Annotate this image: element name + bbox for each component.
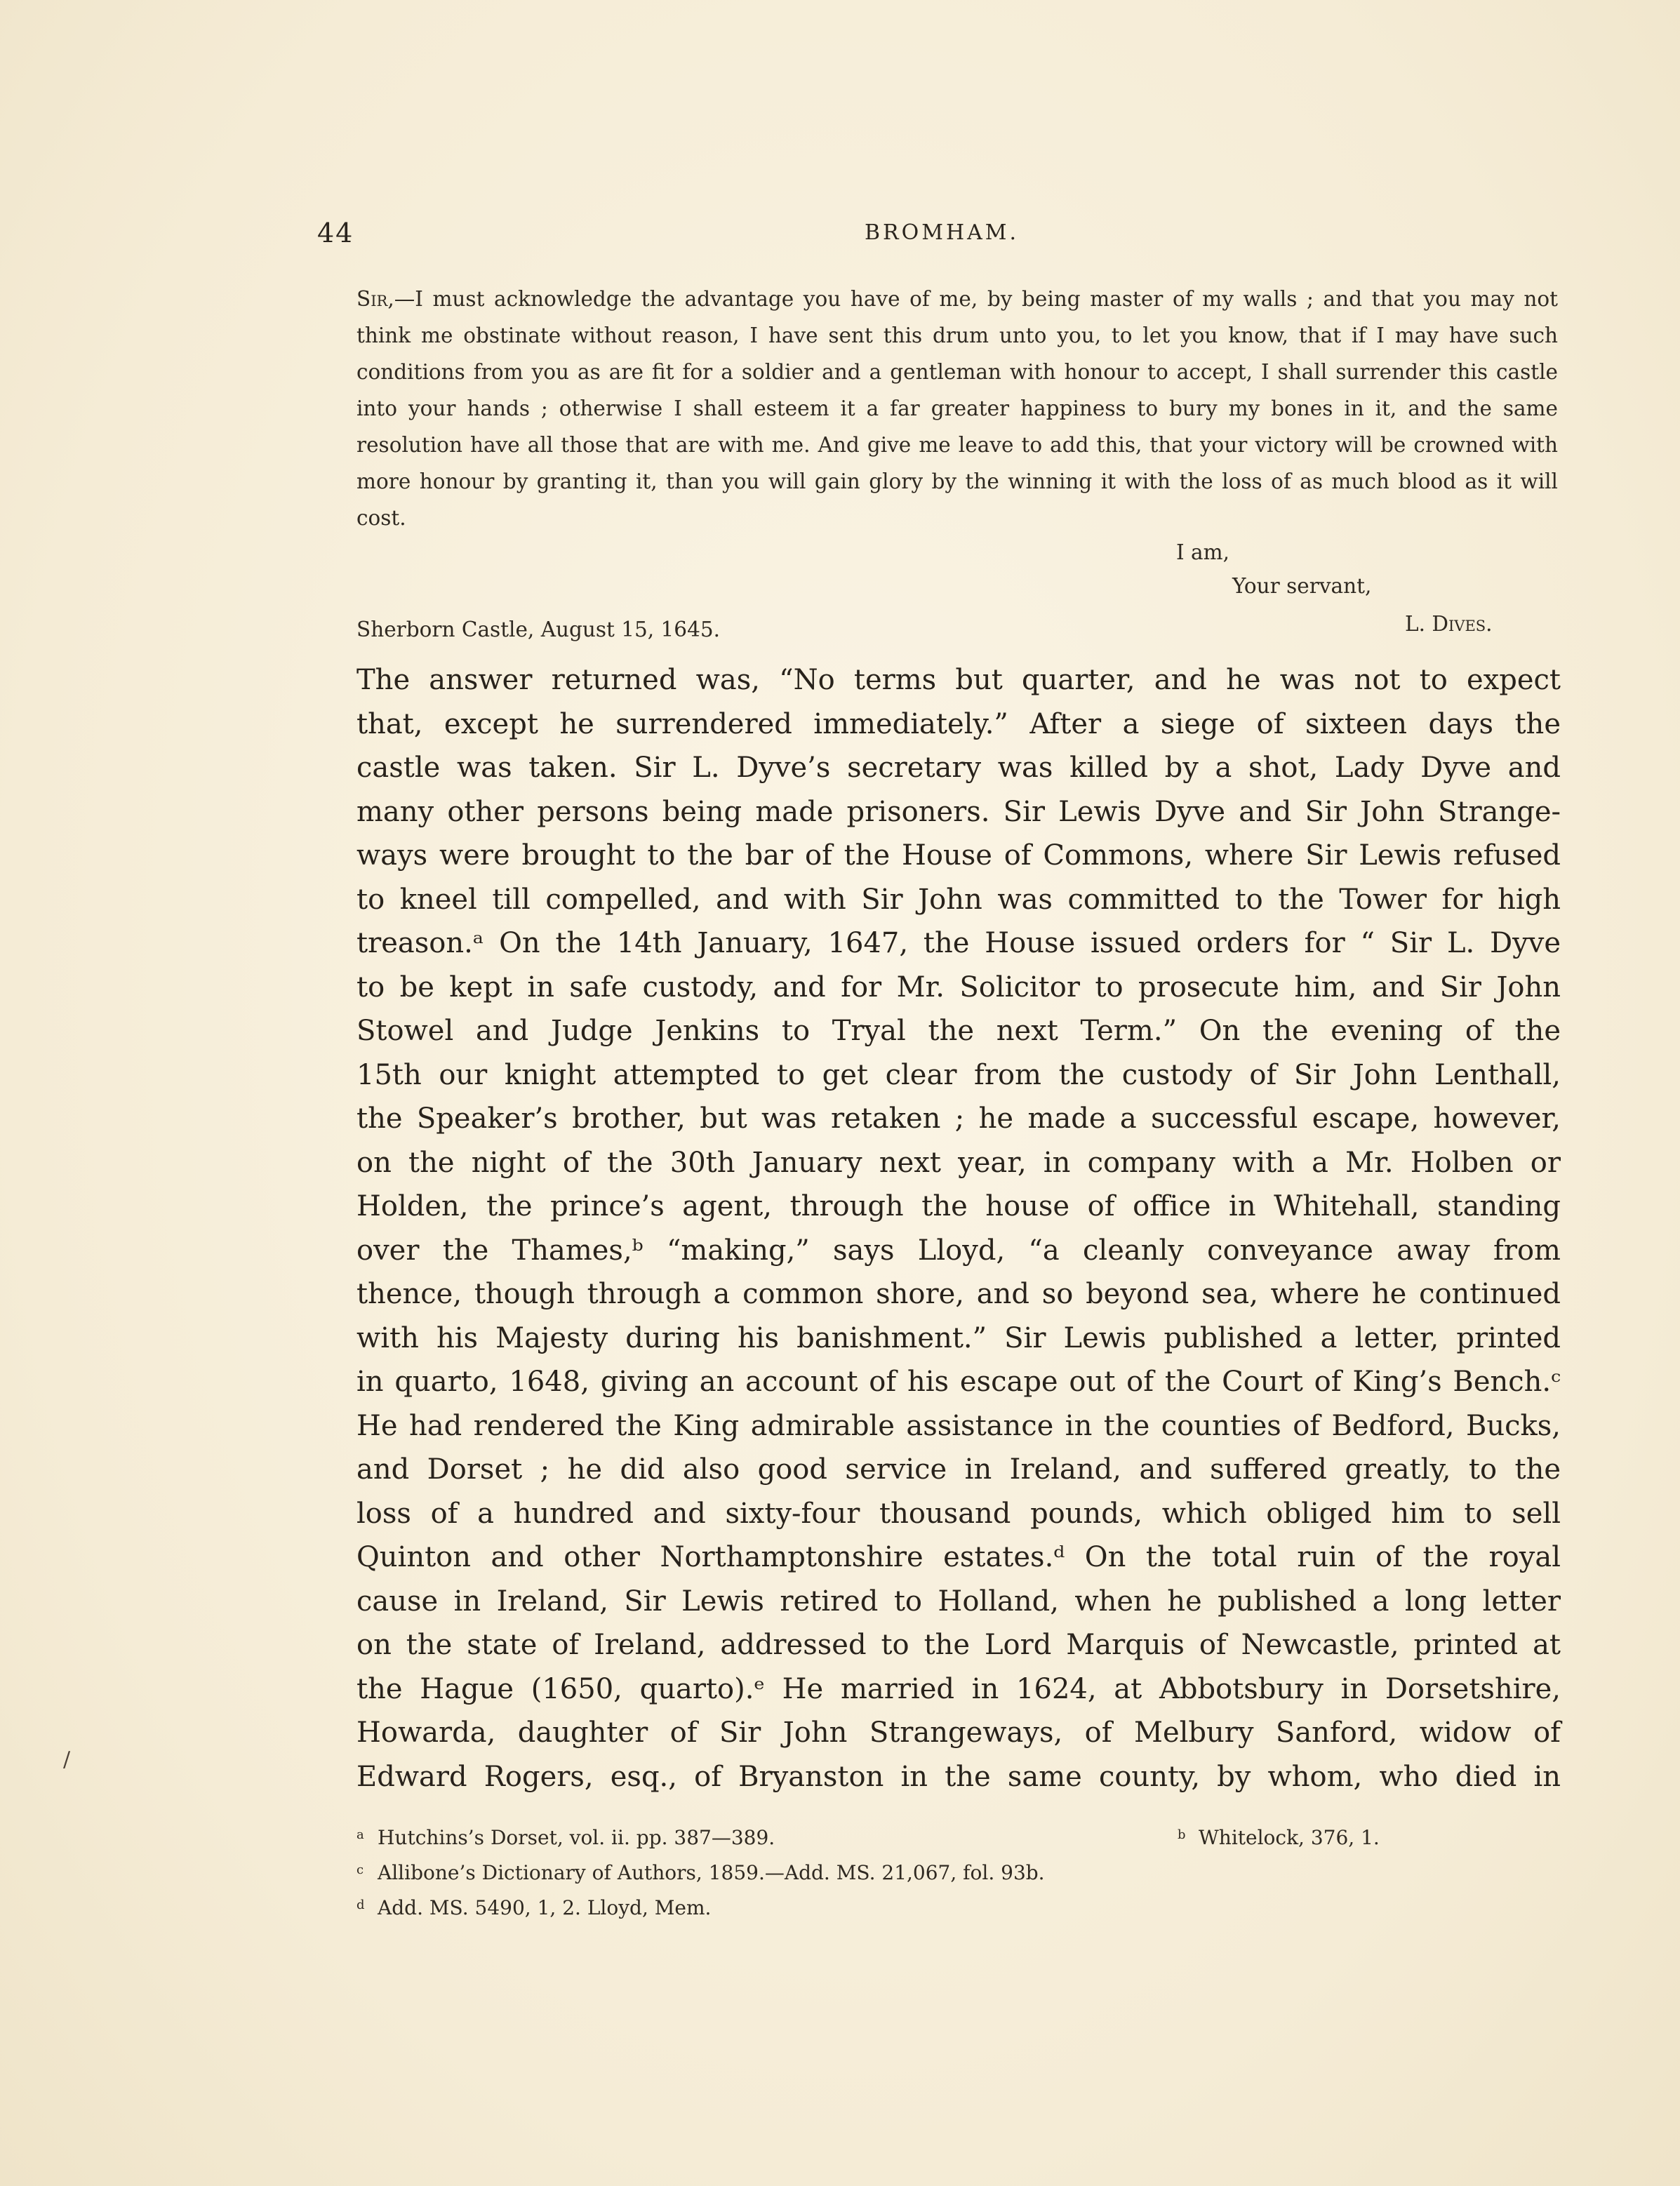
footnote-marker: b [1178, 1827, 1186, 1842]
letter-salutation: Sir, [356, 287, 394, 311]
footnote-marker: a [356, 1827, 364, 1842]
letter-closing-servant: Your servant, [1232, 574, 1372, 598]
page-number: 44 [317, 218, 354, 248]
footnote-row [356, 1888, 1479, 1923]
text-line: thence, though through a common shore, and so beyond sea, where he continued [356, 1278, 1561, 1310]
letter-place-date: Sherborn Castle, August 15, 1645. [356, 618, 720, 641]
text-line: Holden, the prince’s agent, through the house of office in Whitehall, standing [356, 1190, 1561, 1222]
text-line: Stowel and Judge Jenkins to Tryal the next Term.” On the evening of the [356, 1015, 1561, 1047]
text-line: to be kept in safe custody, and for Mr. Solicitor to prosecute him, and Sir John [356, 971, 1561, 1004]
main-text [356, 658, 1561, 1799]
letter-closing-i-am: I am, [1176, 540, 1229, 564]
text-line: loss of a hundred and sixty-four thousand pounds, which obliged him to sell [356, 1497, 1561, 1530]
text-line: that, except he surrendered immediately.” After a siege of sixteen days the [356, 707, 1561, 740]
text-line: ways were brought to the bar of the House of Commons, where Sir Lewis refused [356, 839, 1561, 872]
footnote-row [356, 1818, 1479, 1853]
running-head: BROMHAM. [865, 220, 1020, 245]
footnote-text: Whitelock, 376, 1. [1199, 1826, 1380, 1849]
footnote-marker: d [356, 1898, 365, 1912]
page-header [317, 218, 1566, 260]
text-line: Edward Rogers, esq., of Bryanston in the same county, by whom, who died in [356, 1760, 1561, 1793]
text-line: 15th our knight attempted to get clear from the custody of Sir John Lenthall, [356, 1058, 1561, 1091]
footnote-marker: c [356, 1862, 364, 1877]
text-line: the Hague (1650, quarto).ᵉ He married in 1624, at Abbotsbury in Dorsetshire, [356, 1672, 1561, 1705]
footnote-text: Allibone’s Dictionary of Authors, 1859.—Add. MS. 21,067, fol. 93b. [378, 1861, 1045, 1884]
footnote-row [356, 1853, 1479, 1888]
footnotes [356, 1818, 1479, 1923]
text-line: treason.ᵃ On the 14th January, 1647, the House issued orders for “ Sir L. Dyve [356, 927, 1561, 959]
text-line: castle was taken. Sir L. Dyve’s secretary was killed by a shot, Lady Dyve and [356, 752, 1561, 784]
letter-body: —I must acknowledge the advantage you have of me, by being master of my walls ; and that you may not think me obstinate without reason, I have sent this drum unto you, to let you know, that if I may have such conditions from you as are fit for a soldier and a gentleman with honour to accept, I shall surrender this castle into your hands ; otherwise I shall esteem it a far greater happiness to bury my bones in it, and the same resolution have all those that are with me. And give me leave to add this, that your victory will be crowned with more honour by granting it, than you will gain glory by the winning it with the loss of as much blood as it will cost. [356, 287, 1558, 530]
text-line: to kneel till compelled, and with Sir John was committed to the Tower for high [356, 883, 1561, 916]
letter-signature: L. Dives. [1405, 612, 1493, 636]
text-line: Quinton and other Northamptonshire estates.ᵈ On the total ruin of the royal [356, 1541, 1561, 1573]
text-line: He had rendered the King admirable assistance in the counties of Bedford, Bucks, [356, 1409, 1561, 1442]
text-line: on the night of the 30th January next year, in company with a Mr. Holben or [356, 1146, 1561, 1179]
margin-pencil-mark: / [63, 1747, 71, 1772]
text-line: over the Thames,ᵇ “making,” says Lloyd, “a cleanly conveyance away from [356, 1234, 1561, 1267]
text-line: the Speaker’s brother, but was retaken ; he made a successful escape, however, [356, 1102, 1561, 1135]
text-line: on the state of Ireland, addressed to the Lord Marquis of Newcastle, printed at [356, 1629, 1561, 1661]
footnote-text: Hutchins’s Dorset, vol. ii. pp. 387—389. [378, 1826, 775, 1849]
text-line: in quarto, 1648, giving an account of his escape out of the Court of King’s Bench.ᶜ [356, 1366, 1561, 1398]
footnote-right [1178, 1818, 1380, 1855]
quoted-letter [356, 281, 1558, 536]
footnote-text: Add. MS. 5490, 1, 2. Lloyd, Mem. [378, 1896, 712, 1919]
text-line: with his Majesty during his banishment.” Sir Lewis published a letter, printed [356, 1321, 1561, 1354]
text-line: and Dorset ; he did also good service in Ireland, and suffered greatly, to the [356, 1453, 1561, 1486]
text-line: cause in Ireland, Sir Lewis retired to Holland, when he published a long letter [356, 1585, 1561, 1618]
text-line: Howarda, daughter of Sir John Strangeways, of Melbury Sanford, widow of [356, 1717, 1561, 1749]
text-line: many other persons being made prisoners. Sir Lewis Dyve and Sir John Strange- [356, 795, 1561, 828]
text-line: The answer returned was, “No terms but quarter, and he was not to expect [356, 664, 1561, 696]
